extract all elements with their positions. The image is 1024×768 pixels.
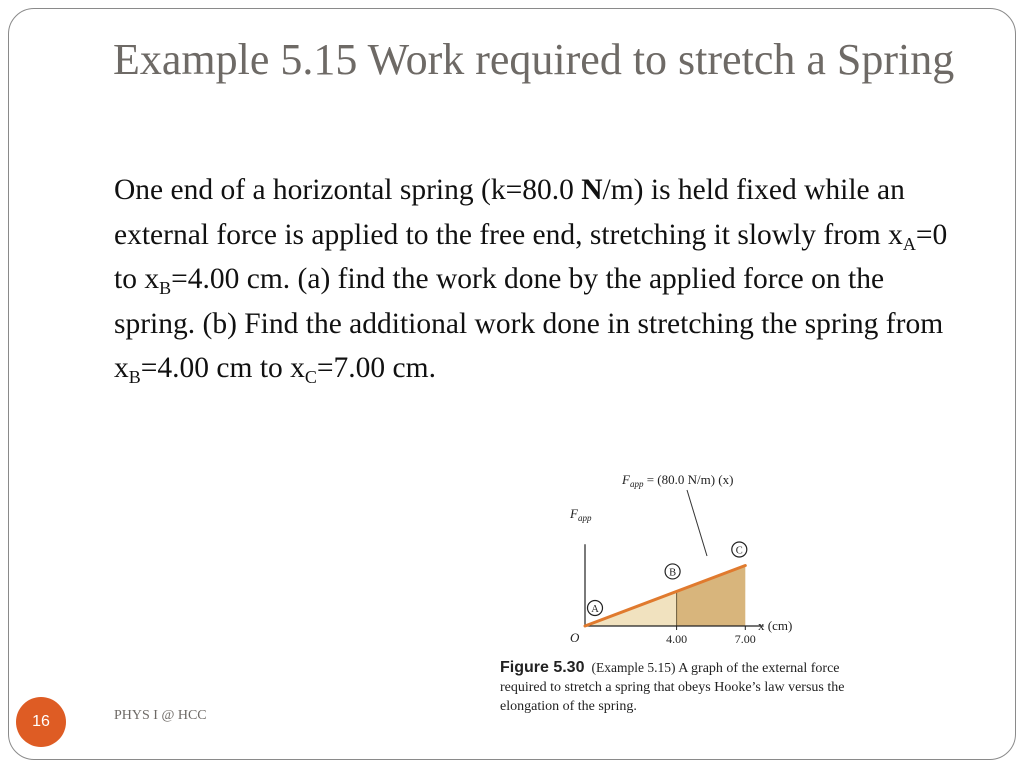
- body-seg2: /m) is held fixed while an external force is applied to the free end, stretching it slowly from x: [114, 174, 905, 251]
- point-label-a: A: [591, 604, 599, 615]
- y-label-sub: app: [577, 513, 592, 523]
- work-area-4-to-7cm: [677, 566, 746, 626]
- x-tick-label: 7.00: [734, 632, 756, 646]
- caption-text: A graph of the external force required to stretch a spring that obeys Hooke’s law versus the elongation of the spring.: [500, 661, 845, 714]
- origin-label: O: [570, 630, 580, 645]
- subscript-c: C: [304, 367, 317, 387]
- equation-rest: = (80.0 N/m) (x): [643, 472, 734, 487]
- slide-title: Example 5.15 Work required to stretch a Spring: [113, 35, 955, 84]
- body-seg1: One end of a horizontal spring (k=80.0: [114, 174, 582, 206]
- subscript-a: A: [902, 233, 916, 254]
- subscript-b: B: [159, 278, 172, 298]
- point-label-b: B: [669, 567, 677, 579]
- equation-label: [621, 472, 733, 489]
- body-unit-n: N: [581, 174, 603, 206]
- x-tick-label: 4.00: [666, 632, 688, 646]
- x-axis-label: x (cm): [758, 618, 793, 633]
- footer-text: PHYS I @ HCC: [114, 708, 207, 723]
- subscript-b-2: B: [128, 367, 141, 387]
- equation-leader-line: [687, 490, 707, 556]
- body-seg4: =4.00 cm. (a) find the work done by the applied force on the spring. (b) Find the additional work done in stretching the spring from x: [114, 263, 944, 384]
- equation-f: F: [622, 472, 630, 487]
- body-seg3: =0 to x: [114, 218, 948, 295]
- point-label-c: C: [735, 545, 743, 557]
- figure-caption: [500, 658, 880, 716]
- page-number-badge: 16: [16, 697, 66, 747]
- equation-sub: app: [629, 479, 644, 489]
- figure-5-30: [500, 466, 880, 728]
- y-label-f: F: [570, 506, 578, 521]
- body-seg5: =4.00 cm to x: [140, 352, 305, 384]
- body-seg6: =7.00 cm.: [316, 352, 436, 384]
- caption-reference: (Example 5.15): [591, 660, 676, 675]
- force-graph: [500, 466, 880, 656]
- caption-figure-number: Figure 5.30: [500, 659, 585, 676]
- problem-statement: [114, 168, 954, 391]
- plot-area: [585, 542, 764, 646]
- y-axis-label: [569, 506, 592, 523]
